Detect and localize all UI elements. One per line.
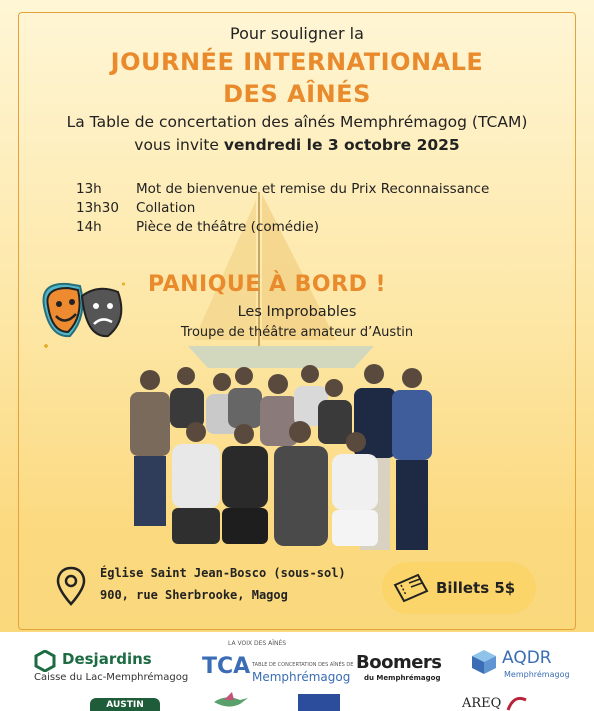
event-title-line2: DES AÎNÉS xyxy=(223,80,371,108)
desjardins-subtitle: Caisse du Lac-Memphrémagog xyxy=(34,672,189,683)
schedule-desc: Pièce de théâtre (comédie) xyxy=(136,219,319,235)
hummingbird-logo-icon xyxy=(210,692,250,711)
invite-date: vendredi le 3 octobre 2025 xyxy=(223,136,460,154)
venue-address: 900, rue Sherbrooke, Magog xyxy=(100,588,288,602)
venue-name: Église Saint Jean-Bosco (sous-sol) xyxy=(100,566,346,580)
invite-prefix: vous invite xyxy=(134,136,219,154)
troupe-group-photo xyxy=(120,362,450,554)
schedule-desc: Collation xyxy=(136,200,196,216)
schedule-time: 13h30 xyxy=(76,200,119,216)
areq-swoosh-icon xyxy=(506,694,528,711)
desjardins-hexagon-icon xyxy=(34,650,56,672)
aqdr-logo xyxy=(466,646,570,686)
organizer-text: La Table de concertation des aînés Memphrémagog (TCAM) xyxy=(66,113,528,131)
schedule-desc: Mot de bienvenue et remise du Prix Reconnaissance xyxy=(136,181,490,197)
blue-sponsor-logo xyxy=(298,694,340,711)
boomers-name: Boomers xyxy=(356,652,442,673)
aqdr-cube-icon xyxy=(470,648,498,676)
desjardins-name: Desjardins xyxy=(62,650,152,668)
tca-tagline: LA VOIX DES AÎNÉS xyxy=(228,640,287,647)
invite-line xyxy=(0,136,594,154)
tickets-badge xyxy=(382,562,536,614)
schedule-row xyxy=(76,180,556,199)
intro-text: Pour souligner la xyxy=(230,24,364,43)
location-pin-icon xyxy=(56,566,86,606)
tca-logo xyxy=(200,640,354,694)
schedule-time: 13h xyxy=(76,181,102,197)
schedule-row xyxy=(76,199,556,218)
boomers-subtitle: du Memphrémagog xyxy=(364,674,441,682)
ticket-icon xyxy=(392,573,430,603)
areq-logo xyxy=(462,694,532,711)
play-title: PANIQUE À BORD ! xyxy=(148,272,387,297)
tca-region: Memphrémagog xyxy=(252,670,351,684)
schedule-row xyxy=(76,218,556,237)
schedule-list xyxy=(76,180,556,237)
tickets-label: Billets 5$ xyxy=(436,579,516,597)
sponsors-strip xyxy=(0,632,594,711)
troupe-name: Les Improbables xyxy=(237,304,357,320)
tca-subtitle: TABLE DE CONCERTATION DES AÎNÉS DE xyxy=(252,662,354,668)
desjardins-logo xyxy=(34,650,189,690)
aqdr-name: AQDR xyxy=(502,648,552,668)
event-title-line1: JOURNÉE INTERNATIONALE xyxy=(110,48,484,76)
austin-logo: AUSTIN xyxy=(90,698,160,711)
schedule-time: 14h xyxy=(76,219,102,235)
boomers-logo xyxy=(356,652,456,686)
tca-letters: TCA xyxy=(202,654,251,679)
troupe-description: Troupe de théâtre amateur d’Austin xyxy=(180,325,414,340)
aqdr-subtitle: Memphrémagog xyxy=(504,670,570,679)
areq-name: AREQ xyxy=(462,696,502,711)
